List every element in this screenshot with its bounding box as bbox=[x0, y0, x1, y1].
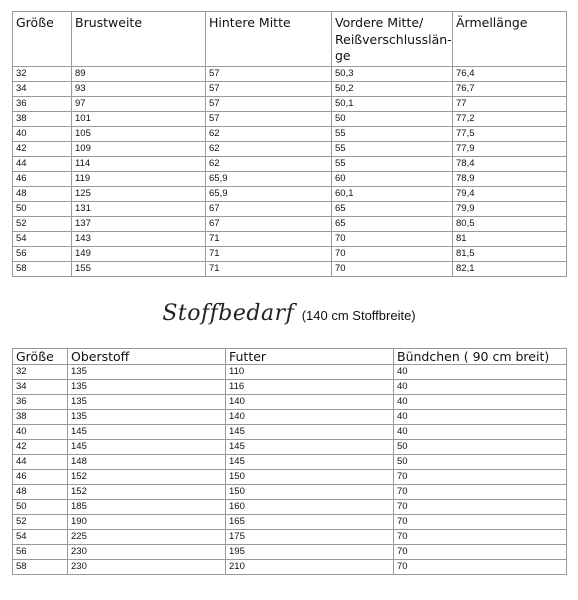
table-cell: 50 bbox=[13, 202, 72, 217]
table-cell: 79,9 bbox=[453, 202, 567, 217]
header-sleeve-length: Ärmellänge bbox=[453, 12, 567, 67]
table-row bbox=[13, 455, 567, 470]
table-cell: 71 bbox=[206, 247, 332, 262]
table-cell: 140 bbox=[226, 395, 394, 410]
table-cell: 93 bbox=[72, 82, 206, 97]
table-cell: 57 bbox=[206, 112, 332, 127]
table-row bbox=[13, 172, 567, 187]
table-cell: 70 bbox=[394, 560, 567, 575]
header-size: Größe bbox=[13, 12, 72, 67]
table-cell: 145 bbox=[68, 425, 226, 440]
table-cell: 36 bbox=[13, 97, 72, 112]
table-cell: 58 bbox=[13, 262, 72, 277]
table-cell: 76,4 bbox=[453, 67, 567, 82]
table-cell: 78,9 bbox=[453, 172, 567, 187]
table-cell: 40 bbox=[394, 365, 567, 380]
table-row bbox=[13, 217, 567, 232]
fabric-table-header-row bbox=[13, 349, 567, 365]
table-cell: 77 bbox=[453, 97, 567, 112]
table-row bbox=[13, 560, 567, 575]
table-cell: 150 bbox=[226, 485, 394, 500]
header-back-center: Hintere Mitte bbox=[206, 12, 332, 67]
table-cell: 149 bbox=[72, 247, 206, 262]
table-row bbox=[13, 262, 567, 277]
table-cell: 67 bbox=[206, 202, 332, 217]
table-cell: 46 bbox=[13, 172, 72, 187]
table-cell: 71 bbox=[206, 262, 332, 277]
table-cell: 40 bbox=[394, 425, 567, 440]
table-cell: 44 bbox=[13, 157, 72, 172]
table-cell: 50 bbox=[394, 455, 567, 470]
table-cell: 32 bbox=[13, 365, 68, 380]
table-cell: 225 bbox=[68, 530, 226, 545]
table-row bbox=[13, 97, 567, 112]
table-row bbox=[13, 545, 567, 560]
header-cuff-fabric: Bündchen ( 90 cm breit) bbox=[394, 349, 567, 365]
table-cell: 76,7 bbox=[453, 82, 567, 97]
table-cell: 60 bbox=[332, 172, 453, 187]
table-cell: 48 bbox=[13, 187, 72, 202]
table-cell: 70 bbox=[394, 470, 567, 485]
fabric-width-note: (140 cm Stoffbreite) bbox=[301, 308, 416, 323]
table-row bbox=[13, 142, 567, 157]
table-cell: 175 bbox=[226, 530, 394, 545]
header-size: Größe bbox=[13, 349, 68, 365]
table-cell: 195 bbox=[226, 545, 394, 560]
table-cell: 110 bbox=[226, 365, 394, 380]
table-row bbox=[13, 157, 567, 172]
table-cell: 54 bbox=[13, 530, 68, 545]
table-cell: 65 bbox=[332, 217, 453, 232]
table-cell: 135 bbox=[68, 410, 226, 425]
header-front-center-zipper-length: Vordere Mitte/ Reißverschlusslän-ge bbox=[332, 12, 453, 67]
table-cell: 44 bbox=[13, 455, 68, 470]
table-cell: 70 bbox=[394, 515, 567, 530]
table-cell: 77,5 bbox=[453, 127, 567, 142]
table-cell: 40 bbox=[394, 380, 567, 395]
table-cell: 62 bbox=[206, 157, 332, 172]
table-cell: 79,4 bbox=[453, 187, 567, 202]
table-cell: 40 bbox=[13, 425, 68, 440]
table-row bbox=[13, 202, 567, 217]
table-cell: 101 bbox=[72, 112, 206, 127]
size-chart-header-row bbox=[13, 12, 567, 67]
table-row bbox=[13, 425, 567, 440]
table-cell: 48 bbox=[13, 485, 68, 500]
table-cell: 58 bbox=[13, 560, 68, 575]
table-cell: 70 bbox=[394, 500, 567, 515]
table-cell: 210 bbox=[226, 560, 394, 575]
table-cell: 67 bbox=[206, 217, 332, 232]
fabric-table-body bbox=[13, 365, 567, 575]
table-cell: 114 bbox=[72, 157, 206, 172]
table-cell: 155 bbox=[72, 262, 206, 277]
table-cell: 152 bbox=[68, 470, 226, 485]
table-cell: 52 bbox=[13, 515, 68, 530]
table-cell: 50 bbox=[332, 112, 453, 127]
table-cell: 65 bbox=[332, 202, 453, 217]
table-cell: 60,1 bbox=[332, 187, 453, 202]
table-row bbox=[13, 232, 567, 247]
table-cell: 78,4 bbox=[453, 157, 567, 172]
table-cell: 70 bbox=[332, 262, 453, 277]
table-row bbox=[13, 112, 567, 127]
table-cell: 32 bbox=[13, 67, 72, 82]
table-cell: 125 bbox=[72, 187, 206, 202]
table-cell: 77,2 bbox=[453, 112, 567, 127]
table-cell: 145 bbox=[226, 425, 394, 440]
table-row bbox=[13, 380, 567, 395]
table-cell: 50,1 bbox=[332, 97, 453, 112]
table-row bbox=[13, 440, 567, 455]
table-cell: 40 bbox=[394, 410, 567, 425]
table-cell: 50,2 bbox=[332, 82, 453, 97]
table-cell: 55 bbox=[332, 127, 453, 142]
table-cell: 190 bbox=[68, 515, 226, 530]
table-cell: 42 bbox=[13, 440, 68, 455]
table-row bbox=[13, 515, 567, 530]
table-cell: 150 bbox=[226, 470, 394, 485]
table-row bbox=[13, 187, 567, 202]
table-cell: 57 bbox=[206, 82, 332, 97]
table-cell: 40 bbox=[394, 395, 567, 410]
table-cell: 62 bbox=[206, 142, 332, 157]
header-lining: Futter bbox=[226, 349, 394, 365]
table-cell: 160 bbox=[226, 500, 394, 515]
table-cell: 40 bbox=[13, 127, 72, 142]
table-cell: 230 bbox=[68, 545, 226, 560]
table-cell: 116 bbox=[226, 380, 394, 395]
table-cell: 145 bbox=[68, 440, 226, 455]
table-cell: 38 bbox=[13, 112, 72, 127]
table-cell: 62 bbox=[206, 127, 332, 142]
table-cell: 135 bbox=[68, 380, 226, 395]
table-cell: 140 bbox=[226, 410, 394, 425]
table-cell: 55 bbox=[332, 157, 453, 172]
table-cell: 97 bbox=[72, 97, 206, 112]
table-cell: 131 bbox=[72, 202, 206, 217]
fabric-requirement-title: Stoffbedarf bbox=[162, 301, 295, 326]
table-cell: 185 bbox=[68, 500, 226, 515]
table-cell: 56 bbox=[13, 545, 68, 560]
table-cell: 148 bbox=[68, 455, 226, 470]
table-cell: 34 bbox=[13, 82, 72, 97]
table-cell: 71 bbox=[206, 232, 332, 247]
table-cell: 82,1 bbox=[453, 262, 567, 277]
table-cell: 57 bbox=[206, 67, 332, 82]
table-row bbox=[13, 247, 567, 262]
table-cell: 70 bbox=[394, 485, 567, 500]
table-cell: 65,9 bbox=[206, 172, 332, 187]
table-cell: 50 bbox=[13, 500, 68, 515]
table-cell: 81 bbox=[453, 232, 567, 247]
table-cell: 152 bbox=[68, 485, 226, 500]
table-row bbox=[13, 365, 567, 380]
table-cell: 145 bbox=[226, 455, 394, 470]
table-cell: 89 bbox=[72, 67, 206, 82]
table-cell: 145 bbox=[226, 440, 394, 455]
table-row bbox=[13, 82, 567, 97]
table-cell: 80,5 bbox=[453, 217, 567, 232]
table-cell: 105 bbox=[72, 127, 206, 142]
table-cell: 46 bbox=[13, 470, 68, 485]
table-cell: 109 bbox=[72, 142, 206, 157]
table-cell: 70 bbox=[332, 247, 453, 262]
table-row bbox=[13, 410, 567, 425]
table-row bbox=[13, 395, 567, 410]
table-cell: 52 bbox=[13, 217, 72, 232]
table-row bbox=[13, 485, 567, 500]
size-chart-table bbox=[12, 11, 567, 277]
table-cell: 137 bbox=[72, 217, 206, 232]
table-row bbox=[13, 500, 567, 515]
table-cell: 57 bbox=[206, 97, 332, 112]
table-cell: 70 bbox=[394, 530, 567, 545]
table-cell: 38 bbox=[13, 410, 68, 425]
table-row bbox=[13, 127, 567, 142]
header-outer-fabric: Oberstoff bbox=[68, 349, 226, 365]
fabric-requirement-table bbox=[12, 348, 567, 575]
size-chart-body bbox=[13, 67, 567, 277]
table-cell: 77,9 bbox=[453, 142, 567, 157]
table-cell: 81,5 bbox=[453, 247, 567, 262]
table-row bbox=[13, 67, 567, 82]
header-chest-width: Brustweite bbox=[72, 12, 206, 67]
fabric-requirement-heading bbox=[0, 301, 578, 326]
table-cell: 56 bbox=[13, 247, 72, 262]
table-cell: 70 bbox=[394, 545, 567, 560]
table-cell: 36 bbox=[13, 395, 68, 410]
table-cell: 50 bbox=[394, 440, 567, 455]
table-cell: 42 bbox=[13, 142, 72, 157]
table-cell: 70 bbox=[332, 232, 453, 247]
table-cell: 55 bbox=[332, 142, 453, 157]
table-row bbox=[13, 470, 567, 485]
table-cell: 135 bbox=[68, 365, 226, 380]
table-cell: 34 bbox=[13, 380, 68, 395]
table-cell: 50,3 bbox=[332, 67, 453, 82]
table-cell: 54 bbox=[13, 232, 72, 247]
table-cell: 135 bbox=[68, 395, 226, 410]
table-cell: 119 bbox=[72, 172, 206, 187]
table-cell: 65,9 bbox=[206, 187, 332, 202]
table-row bbox=[13, 530, 567, 545]
table-cell: 143 bbox=[72, 232, 206, 247]
table-cell: 230 bbox=[68, 560, 226, 575]
table-cell: 165 bbox=[226, 515, 394, 530]
